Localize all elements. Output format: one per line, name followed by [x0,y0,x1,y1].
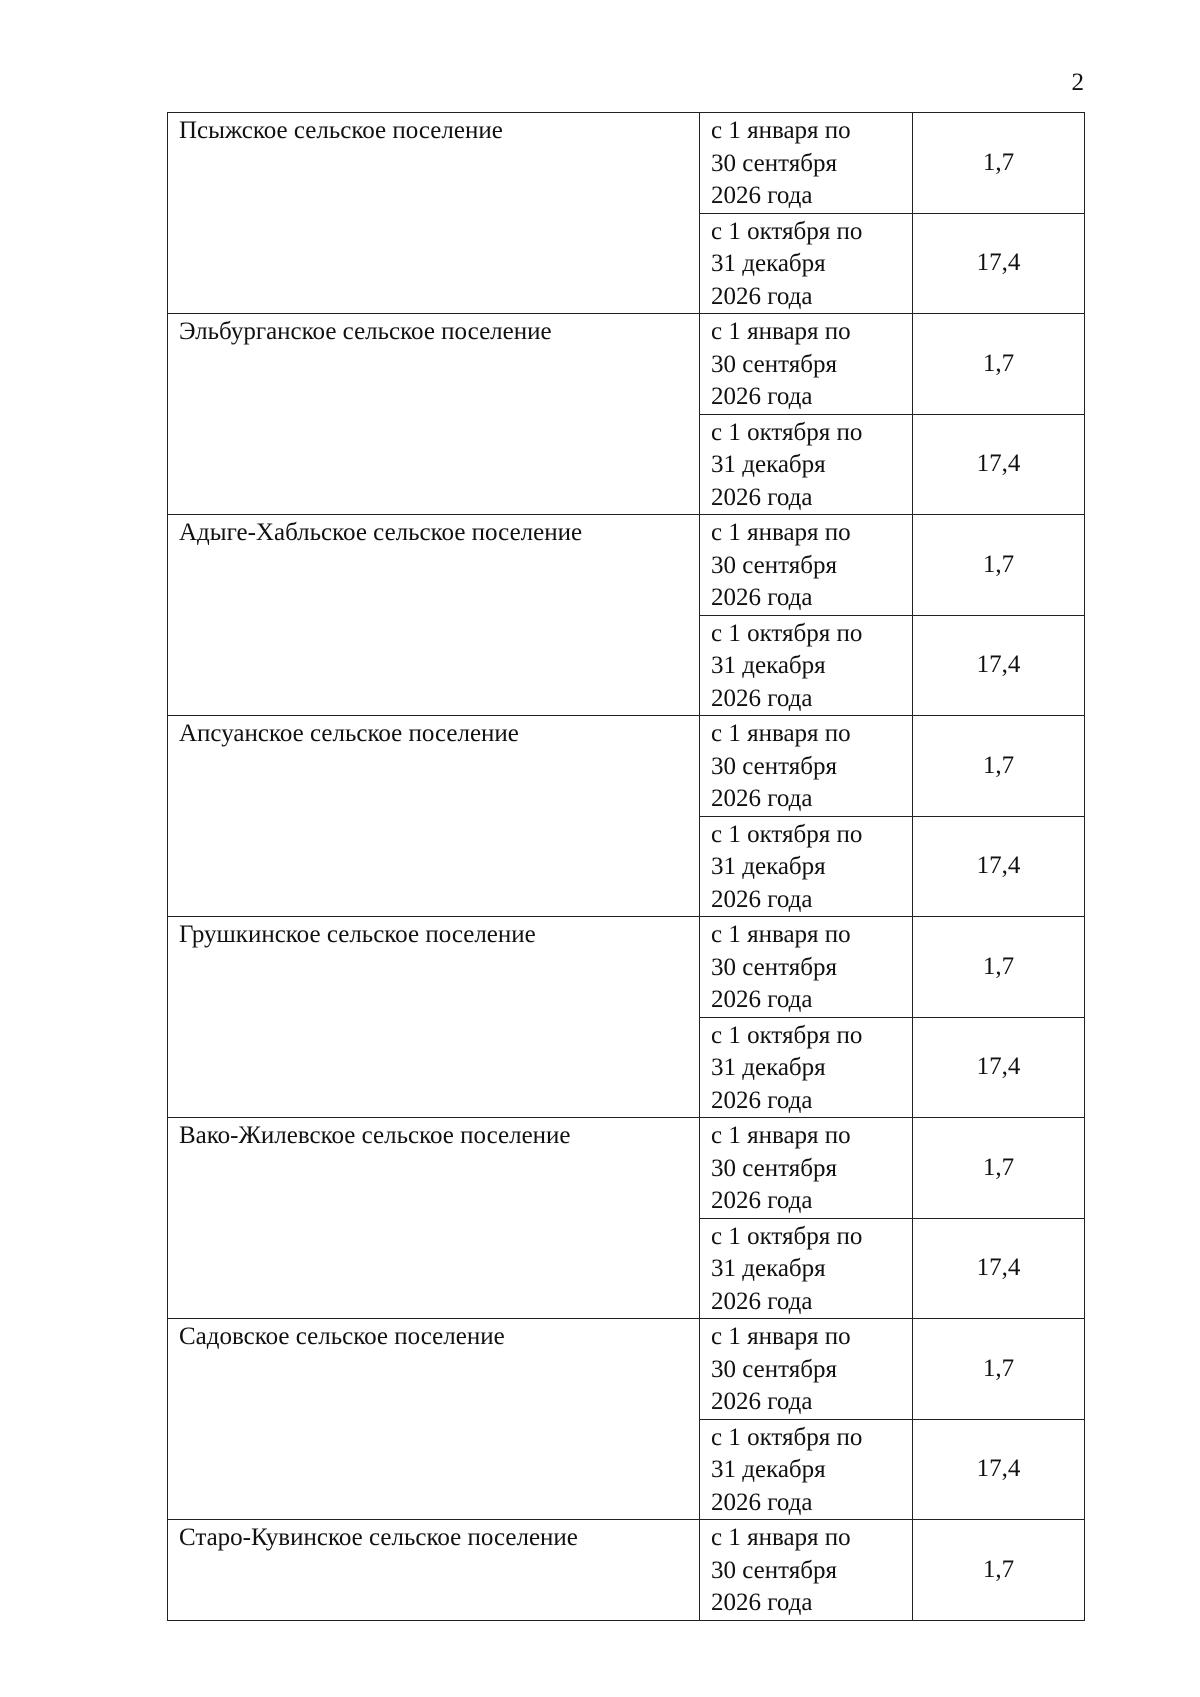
period-text-line: 30 сентября [711,1556,837,1584]
period-cell [700,314,913,415]
period-cell [700,716,913,817]
rate-value-cell: 1,7 [913,113,1085,214]
period-cell [700,515,913,616]
settlement-name-cell: Старо-Кувинское сельское поселение [168,1520,700,1621]
period-cell [700,1017,913,1118]
period-cell [700,1419,913,1520]
period-text-line: 31 декабря [711,1054,826,1081]
rate-value-cell: 17,4 [913,1218,1085,1319]
page-number: 2 [1071,69,1084,96]
period-text-line: с 1 января по [711,519,851,546]
period-text-line: 30 сентября [711,1154,837,1182]
period-text-line: 2026 года [711,1086,813,1114]
rate-value-cell: 17,4 [913,1419,1085,1520]
table-row [168,716,1085,817]
period-text-line: с 1 октября по [711,1021,863,1049]
rate-value-cell: 1,7 [913,515,1085,616]
period-text-line: 2026 года [711,483,813,511]
rate-value-cell: 17,4 [913,414,1085,515]
period-text-line: с 1 октября по [711,418,863,446]
period-cell [700,213,913,314]
table-row [168,515,1085,616]
period-text-line: 2026 года [711,1388,813,1415]
period-text-line: 2026 года [711,986,813,1013]
settlement-name-cell: Эльбурганское сельское поселение [168,314,700,515]
period-text-line: 2026 года [711,282,813,310]
period-text-line: с 1 января по [711,921,851,948]
settlement-name-cell: Грушкинское сельское поселение [168,917,700,1118]
period-text-line: с 1 октября по [711,1423,863,1451]
rate-value-cell: 1,7 [913,716,1085,817]
period-text-line: с 1 октября по [711,619,863,647]
period-cell [700,414,913,515]
period-text-line: 30 сентября [711,350,837,378]
period-text-line: 2026 года [711,885,813,913]
period-cell [700,816,913,917]
period-text-line: с 1 января по [711,720,851,747]
period-text-line: 2026 года [711,684,813,712]
period-text-line: 30 сентября [711,551,837,579]
rate-value-cell: 17,4 [913,1017,1085,1118]
period-text-line: с 1 января по [711,1323,851,1350]
rate-value-cell: 17,4 [913,213,1085,314]
period-text-line: 31 декабря [711,451,826,478]
settlement-name-cell: Апсуанское сельское поселение [168,716,700,917]
rate-value-cell: 17,4 [913,615,1085,716]
period-text-line: 30 сентября [711,953,837,981]
settlement-rates-table [167,112,1085,1621]
table-row [168,113,1085,214]
period-cell [700,1319,913,1420]
rate-value-cell: 1,7 [913,1319,1085,1420]
rate-value-cell: 1,7 [913,1118,1085,1219]
period-cell [700,1218,913,1319]
rate-value-cell: 1,7 [913,1520,1085,1621]
period-text-line: 30 сентября [711,1355,837,1383]
table-row [168,1118,1085,1219]
period-text-line: 2026 года [711,1187,813,1214]
period-text-line: 2026 года [711,1488,813,1516]
period-cell [700,113,913,214]
period-text-line: 31 декабря [711,853,826,880]
period-text-line: с 1 января по [711,1524,851,1551]
period-text-line: с 1 октября по [711,820,863,848]
period-text-line: 31 декабря [711,1456,826,1483]
settlement-name-cell: Вако-Жилевское сельское поселение [168,1118,700,1319]
period-text-line: с 1 января по [711,1122,851,1149]
period-cell [700,917,913,1018]
table-row [168,1520,1085,1621]
settlement-name-cell: Садовское сельское поселение [168,1319,700,1520]
period-cell [700,1118,913,1219]
period-cell [700,615,913,716]
period-text-line: с 1 января по [711,318,851,345]
period-text-line: 30 сентября [711,752,837,780]
table-row [168,1319,1085,1420]
period-text-line: с 1 января по [711,117,851,144]
table-row [168,314,1085,415]
table-row [168,917,1085,1018]
period-text-line: с 1 октября по [711,1222,863,1250]
period-text-line: 2026 года [711,785,813,812]
period-text-line: 30 сентября [711,149,837,177]
period-cell [700,1520,913,1621]
period-text-line: 31 декабря [711,250,826,277]
period-text-line: 2026 года [711,383,813,410]
period-text-line: 2026 года [711,1589,813,1616]
settlement-name-cell: Адыге-Хабльское сельское поселение [168,515,700,716]
rate-value-cell: 1,7 [913,314,1085,415]
settlement-name-cell: Псыжское сельское поселение [168,113,700,314]
period-text-line: с 1 октября по [711,217,863,245]
table-body [168,113,1085,1621]
period-text-line: 31 декабря [711,1255,826,1282]
period-text-line: 2026 года [711,182,813,209]
period-text-line: 31 декабря [711,652,826,679]
period-text-line: 2026 года [711,584,813,611]
rate-value-cell: 17,4 [913,816,1085,917]
rate-value-cell: 1,7 [913,917,1085,1018]
period-text-line: 2026 года [711,1287,813,1315]
